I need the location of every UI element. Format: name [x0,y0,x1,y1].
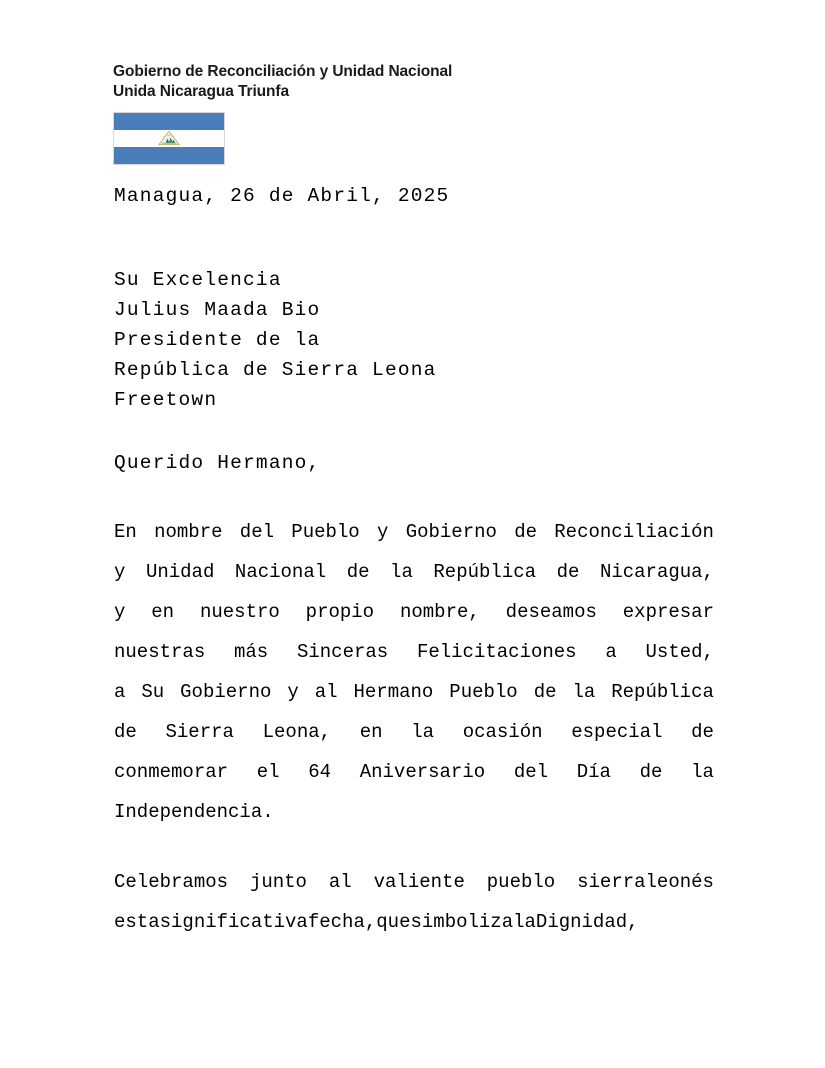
paragraph-line [114,712,714,752]
paragraph-line [114,792,714,832]
word: República [611,681,714,703]
word: esta [114,911,160,933]
salutation: Querido Hermano, [114,452,321,474]
word: de [114,721,137,743]
word: valiente [373,871,465,893]
word: fecha, [307,911,377,933]
date-line: Managua, 26 de Abril, 2025 [114,185,450,207]
word: la [390,561,413,583]
letterhead-line-1: Gobierno de Reconciliación y Unidad Nacional [113,63,453,80]
word: de [346,561,370,583]
word: del [239,521,275,543]
word: Nacional [234,561,327,583]
address-line: República de Sierra Leona [114,359,437,381]
word: Nicaragua, [599,561,714,583]
word: en [151,601,175,623]
word: y [287,681,299,703]
paragraph-line [114,512,714,552]
paragraph-line [114,632,714,672]
word: especial [571,721,663,743]
paragraph-line [114,672,714,712]
word: Hermano [353,681,434,703]
word: Día [576,761,611,783]
word: nuestro [199,601,280,623]
address-line: Julius Maada Bio [114,299,321,321]
word: de [514,521,537,543]
word: expresar [622,601,714,623]
word: más [233,641,269,663]
paragraph-line [114,552,714,592]
word: pueblo [486,871,556,893]
word: Sinceras [296,641,389,663]
word: de [533,681,557,703]
word: el [256,761,280,783]
letterhead [113,62,733,102]
word: y [114,561,126,583]
word: la [691,761,714,783]
paragraph-line [114,862,714,902]
word: ocasión [462,721,543,743]
word: 64 [308,761,332,783]
word: Pueblo [291,521,360,543]
body-paragraph-2 [114,862,714,942]
word: Celebramos [114,871,229,893]
word: deseamos [505,601,597,623]
word: y [377,521,389,543]
word: significativa [159,911,308,933]
paragraph-line [114,902,714,942]
flag-band-middle [114,130,224,147]
address-line: Freetown [114,389,218,411]
word: en [359,721,383,743]
paragraph-line [114,592,714,632]
letterhead-line-2: Unida Nicaragua Triunfa [113,83,289,100]
word: la [411,721,435,743]
word: la [513,911,536,933]
word: al [328,871,352,893]
body-paragraph-1 [114,512,714,832]
word: Sierra [165,721,234,743]
word: Aniversario [359,761,486,783]
word: del [513,761,549,783]
recipient-address-block [114,265,437,415]
word: sierraleonés [577,871,714,893]
word: a [605,641,617,663]
word: Usted, [645,641,714,663]
word: la [572,681,596,703]
word: Felicitaciones [416,641,577,663]
word: nombre [154,521,223,543]
nicaragua-flag-icon [113,112,225,165]
word: simboliza [410,911,514,933]
word: Su [141,681,165,703]
word: propio [305,601,375,623]
paragraph-line [114,752,714,792]
word: a [114,681,126,703]
word: que [376,911,411,933]
word: de [639,761,663,783]
flag-band-bottom [114,147,224,164]
word: y [114,601,126,623]
word: de [556,561,580,583]
word: Unidad [145,561,215,583]
word: República [433,561,537,583]
word: Independencia. [114,801,274,823]
flag-band-top [114,113,224,130]
word: conmemorar [114,761,229,783]
address-line: Su Excelencia [114,269,282,291]
word: Dignidad, [535,911,639,933]
word: Reconciliación [554,521,714,543]
word: Gobierno [180,681,272,703]
word: nombre, [399,601,480,623]
word: Gobierno [405,521,497,543]
word: junto [249,871,307,893]
word: Leona, [262,721,332,743]
word: nuestras [114,641,206,663]
word: Pueblo [449,681,518,703]
word: de [691,721,714,743]
address-line: Presidente de la [114,329,321,351]
word: al [314,681,338,703]
word: En [114,521,137,543]
nicaragua-coat-of-arms-icon [157,130,181,147]
